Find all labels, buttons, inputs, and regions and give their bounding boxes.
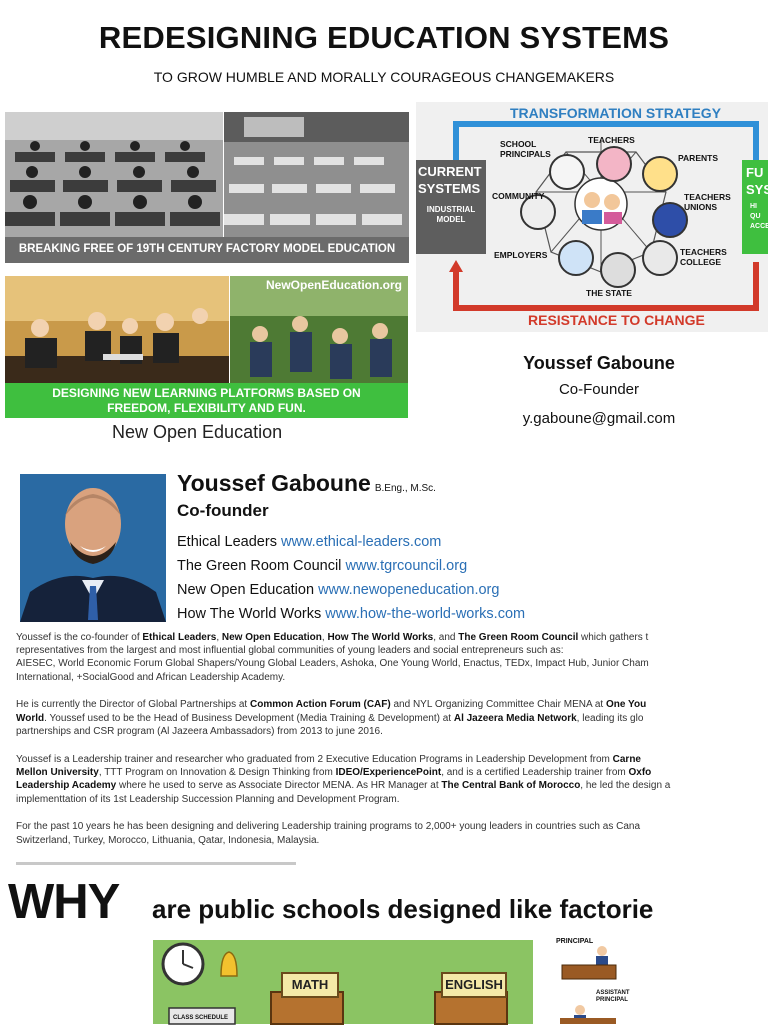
future-systems-box	[742, 160, 772, 254]
contact-name: Youssef Gaboune	[523, 353, 675, 373]
school-principals-label: SCHOOL PRINCIPALS	[500, 139, 551, 159]
factory-school-illustration	[153, 940, 533, 1024]
bio-line	[16, 754, 768, 767]
bio-line: partnerships and CSR program (Al Jazeera Ambassadors) from 2013 to june 2016.	[16, 726, 383, 737]
bio-bold: Al Jazeera Media Network	[453, 713, 577, 724]
new-platforms-caption: DESIGNING NEW LEARNING PLATFORMS BASED ON FREEDOM, FLEXIBILITY AND FUN.	[5, 383, 408, 418]
current-systems-label: CURRENT SYSTEMS	[418, 164, 482, 196]
bio-text: which gathers t	[578, 632, 649, 643]
bio-bold: Carne	[612, 754, 641, 765]
cut-off-text: New Open Education	[112, 422, 283, 442]
classroom-rows-illustration	[5, 112, 223, 237]
parents-node	[642, 156, 678, 192]
bio-text: Youssef is a Leadership trainer and researcher who graduated from 2 Executive Education Programs in Leadership Development from	[16, 754, 613, 765]
current-systems-box	[416, 160, 486, 254]
slide-title: REDESIGNING EDUCATION SYSTEMS	[98, 20, 670, 55]
community-label: COMMUNITY	[492, 191, 545, 201]
teachers-unions-label: TEACHERS UNIONS	[684, 192, 731, 212]
bio-line: AIESEC, World Economic Forum Global Shapers/Young Global Leaders, Ashoka, One Young World, Enactus, TEDx, Impact Hub, Junior Cham	[16, 658, 649, 669]
bio-line	[16, 632, 768, 645]
bio-text: , TTT Program on Innovation & Design Thinking from	[98, 767, 336, 778]
strategy-title: TRANSFORMATION STRATEGY	[510, 105, 722, 121]
bio-line: For the past 10 years he has been designing and delivering Leadership training programs to 2,000+ young leaders in countries such as Cana	[16, 821, 641, 832]
bio-bold: Common Action Forum (CAF)	[249, 699, 391, 710]
principal-desk-illustration	[556, 945, 622, 981]
bio-text: . Youssef used to be the Head of Business Development (Media Training & Development) at	[44, 713, 454, 724]
bio-text: and NYL Organizing Committee Chair MENA at	[390, 699, 606, 710]
org-name: How The World Works	[177, 606, 322, 622]
bio-text: ,	[321, 632, 328, 643]
org-link[interactable]: www.ethical-leaders.com	[280, 534, 442, 550]
bio-bold: How The World Works	[327, 632, 434, 643]
contact-email[interactable]: y.gaboune@gmail.com	[522, 410, 676, 427]
org-line-2	[177, 558, 467, 574]
bio-line: Switzerland, Turkey, Morocco, Lithuania, Qatar, Indonesia, Malaysia.	[16, 835, 320, 846]
principal-figure	[556, 938, 622, 984]
bio-line	[16, 780, 768, 793]
teachers-unions-node	[652, 202, 688, 238]
transformation-strategy-diagram	[416, 102, 772, 332]
bio-line	[16, 767, 768, 780]
bio-line	[16, 713, 768, 726]
factory-model-caption: BREAKING FREE OF 19TH CENTURY FACTORY MODEL EDUCATION	[5, 237, 409, 263]
factory-classroom-photo-right	[224, 112, 409, 237]
portrait-photo	[20, 474, 166, 622]
bio-text: , and	[433, 632, 459, 643]
bio-text: Youssef is the co-founder of	[16, 632, 143, 643]
org-name: Ethical Leaders	[177, 534, 277, 550]
bio-line: implementtation of its 1st Leadership Succession Planning and Development Program.	[16, 794, 400, 805]
org-line-3	[177, 582, 499, 598]
teachers-college-node	[642, 240, 678, 276]
bio-bold: Mellon University	[16, 767, 99, 778]
future-systems-sub: HI QU ACCE	[750, 203, 770, 230]
principal-label: PRINCIPAL	[556, 938, 594, 945]
org-link[interactable]: www.tgrcouncil.org	[345, 558, 468, 574]
bio-text: He is currently the Director of Global Partnerships at	[16, 699, 250, 710]
why-question: are public schools designed like factorie	[152, 894, 654, 924]
bio-text: ,	[216, 632, 222, 643]
assistant-principal-label: ASSISTANT PRINCIPAL	[596, 990, 630, 1003]
students-laptops-illustration	[5, 276, 229, 383]
school-principals-node	[549, 154, 585, 190]
employers-node	[558, 240, 594, 276]
bio-line	[16, 699, 768, 712]
org-link[interactable]: www.how-the-world-works.com	[325, 606, 526, 622]
profile-name: Youssef Gaboune	[177, 470, 371, 496]
the-state-label: THE STATE	[586, 288, 632, 298]
org-line-4	[177, 606, 525, 622]
class-schedule-label: CLASS SCHEDULE	[173, 1015, 229, 1021]
bio-text: , leading its glo	[576, 713, 644, 724]
assistant-desk-illustration	[556, 1004, 632, 1024]
contact-role: Co-Founder	[558, 381, 640, 398]
resistance-label: RESISTANCE TO CHANGE	[528, 312, 705, 328]
bio-cut-line	[16, 862, 296, 865]
bio-text: where he used to serve as Associate Director MENA. As HR Manager at	[116, 780, 442, 791]
profile-degrees: B.Eng., M.Sc.	[374, 483, 436, 494]
assistant-principal-figure	[556, 990, 632, 1024]
bio-line: representatives from the largest and most influential global communities of young leaders and social entrepreneurs such as:	[16, 645, 564, 656]
bio-bold: Leadership Academy	[16, 780, 117, 791]
learning-photo-right	[230, 276, 408, 383]
site-label: NewOpenEducation.org	[265, 278, 402, 292]
bio-text: , he led the design a	[580, 780, 671, 791]
slide-subtitle: TO GROW HUMBLE AND MORALLY COURAGEOUS CHANGEMAKERS	[153, 69, 615, 85]
bio-bold: One You	[606, 699, 647, 710]
bio-bold: IDEO/ExperiencePoint	[335, 767, 442, 778]
org-name: The Green Room Council	[177, 558, 342, 574]
bio-bold: New Open Education	[221, 632, 322, 643]
future-systems-label: FU SYS	[746, 165, 772, 197]
bio-bold: Ethical Leaders	[142, 632, 217, 643]
why-heading: WHY	[8, 875, 120, 929]
bio-bold: The Central Bank of Morocco	[441, 780, 581, 791]
org-line-1	[177, 534, 441, 550]
classroom-desks-illustration	[224, 112, 409, 237]
teachers-node	[596, 146, 632, 182]
org-link[interactable]: www.newopeneducation.org	[318, 582, 500, 598]
profile-role: Co-founder	[177, 501, 269, 520]
learning-photo-left	[5, 276, 229, 383]
profile-name-line	[177, 470, 436, 497]
teachers-college-label: TEACHERS COLLEGE	[680, 247, 727, 267]
the-state-node	[600, 252, 636, 288]
bio-text: , and is a certified Leadership trainer from	[441, 767, 629, 778]
employers-label: EMPLOYERS	[494, 250, 548, 260]
teachers-label: TEACHERS	[588, 135, 635, 145]
bio-bold: World	[16, 713, 45, 724]
industrial-model-label: INDUSTRIAL MODEL	[426, 205, 476, 224]
bio-bold: Oxfo	[628, 767, 652, 778]
students-outdoor-illustration	[230, 276, 408, 383]
english-sign: ENGLISH	[441, 972, 507, 998]
math-sign: MATH	[281, 972, 339, 998]
bio-bold: The Green Room Council	[458, 632, 579, 643]
bio-line: International, +SocialGood and African Leadership Academy.	[16, 672, 286, 683]
parents-label: PARENTS	[678, 153, 718, 163]
portrait-illustration	[20, 474, 166, 622]
org-name: New Open Education	[177, 582, 315, 598]
factory-classroom-photo-left	[5, 112, 223, 237]
